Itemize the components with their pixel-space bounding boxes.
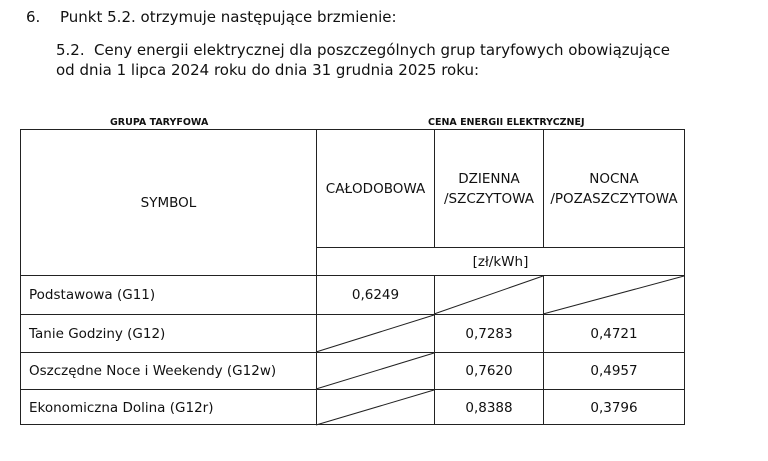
paragraph-5-2-line2: od dnia 1 lipca 2024 roku do dnia 31 grudnia 2025 roku: [56,61,480,79]
value-text: 0,4721 [590,325,638,342]
value-text: 0,7620 [465,363,513,379]
row-name [21,353,316,389]
header-nocna-line1: NOCNA [589,170,639,187]
row-name [21,390,316,425]
empty-cell-diagonal [434,276,543,314]
empty-cell-diagonal [543,276,684,314]
value-text: 0,4957 [590,363,638,379]
value-dzienna [435,390,543,425]
unit-label [317,248,684,275]
value-calodobowa [317,276,434,314]
value-text: 0,6249 [351,287,400,303]
header-dzienna [435,130,543,247]
unit-label-text: [zł/kWh] [472,253,529,270]
row-name-text: Oszczędne Noce i Weekendy (G12w) [29,363,277,379]
value-dzienna [435,315,543,352]
value-text: 0,3796 [590,399,638,416]
header-dzienna-line2: /SZCZYTOWA [443,190,534,207]
header-symbol-label: SYMBOL [140,194,197,211]
empty-cell-diagonal [316,315,434,352]
value-text: 0,8388 [465,399,513,416]
value-nocna [544,390,684,425]
header-nocna [544,130,684,247]
paragraph-6-number: 6. [26,8,41,26]
header-nocna-line2: /POZASZCZYTOWA [550,190,678,207]
empty-cell-diagonal [316,353,434,389]
paragraph-6-text: Punkt 5.2. otrzymuje następujące brzmienie: [60,8,397,26]
row-name [21,276,316,314]
paragraph-5-2-number: 5.2. [56,41,85,59]
value-nocna [544,353,684,389]
header-dzienna-line1: DZIENNA [458,170,520,187]
row-name-text: Podstawowa (G11) [29,287,156,303]
value-nocna [544,315,684,352]
value-text: 0,7283 [465,325,513,342]
header-calodobowa [317,130,434,247]
row-name-text: Ekonomiczna Dolina (G12r) [29,399,214,416]
header-symbol [21,130,316,275]
row-name [21,315,316,352]
value-dzienna [435,353,543,389]
caption-cena-energii: CENA ENERGII ELEKTRYCZNEJ [428,117,585,128]
paragraph-5-2-line1: Ceny energii elektrycznej dla poszczególnych grup taryfowych obowiązujące [94,41,670,59]
caption-grupa-taryfowa: GRUPA TARYFOWA [110,117,209,128]
header-calodobowa-label: CAŁODOBOWA [325,180,426,197]
row-name-text: Tanie Godziny (G12) [29,325,166,342]
empty-cell-diagonal [316,390,434,425]
